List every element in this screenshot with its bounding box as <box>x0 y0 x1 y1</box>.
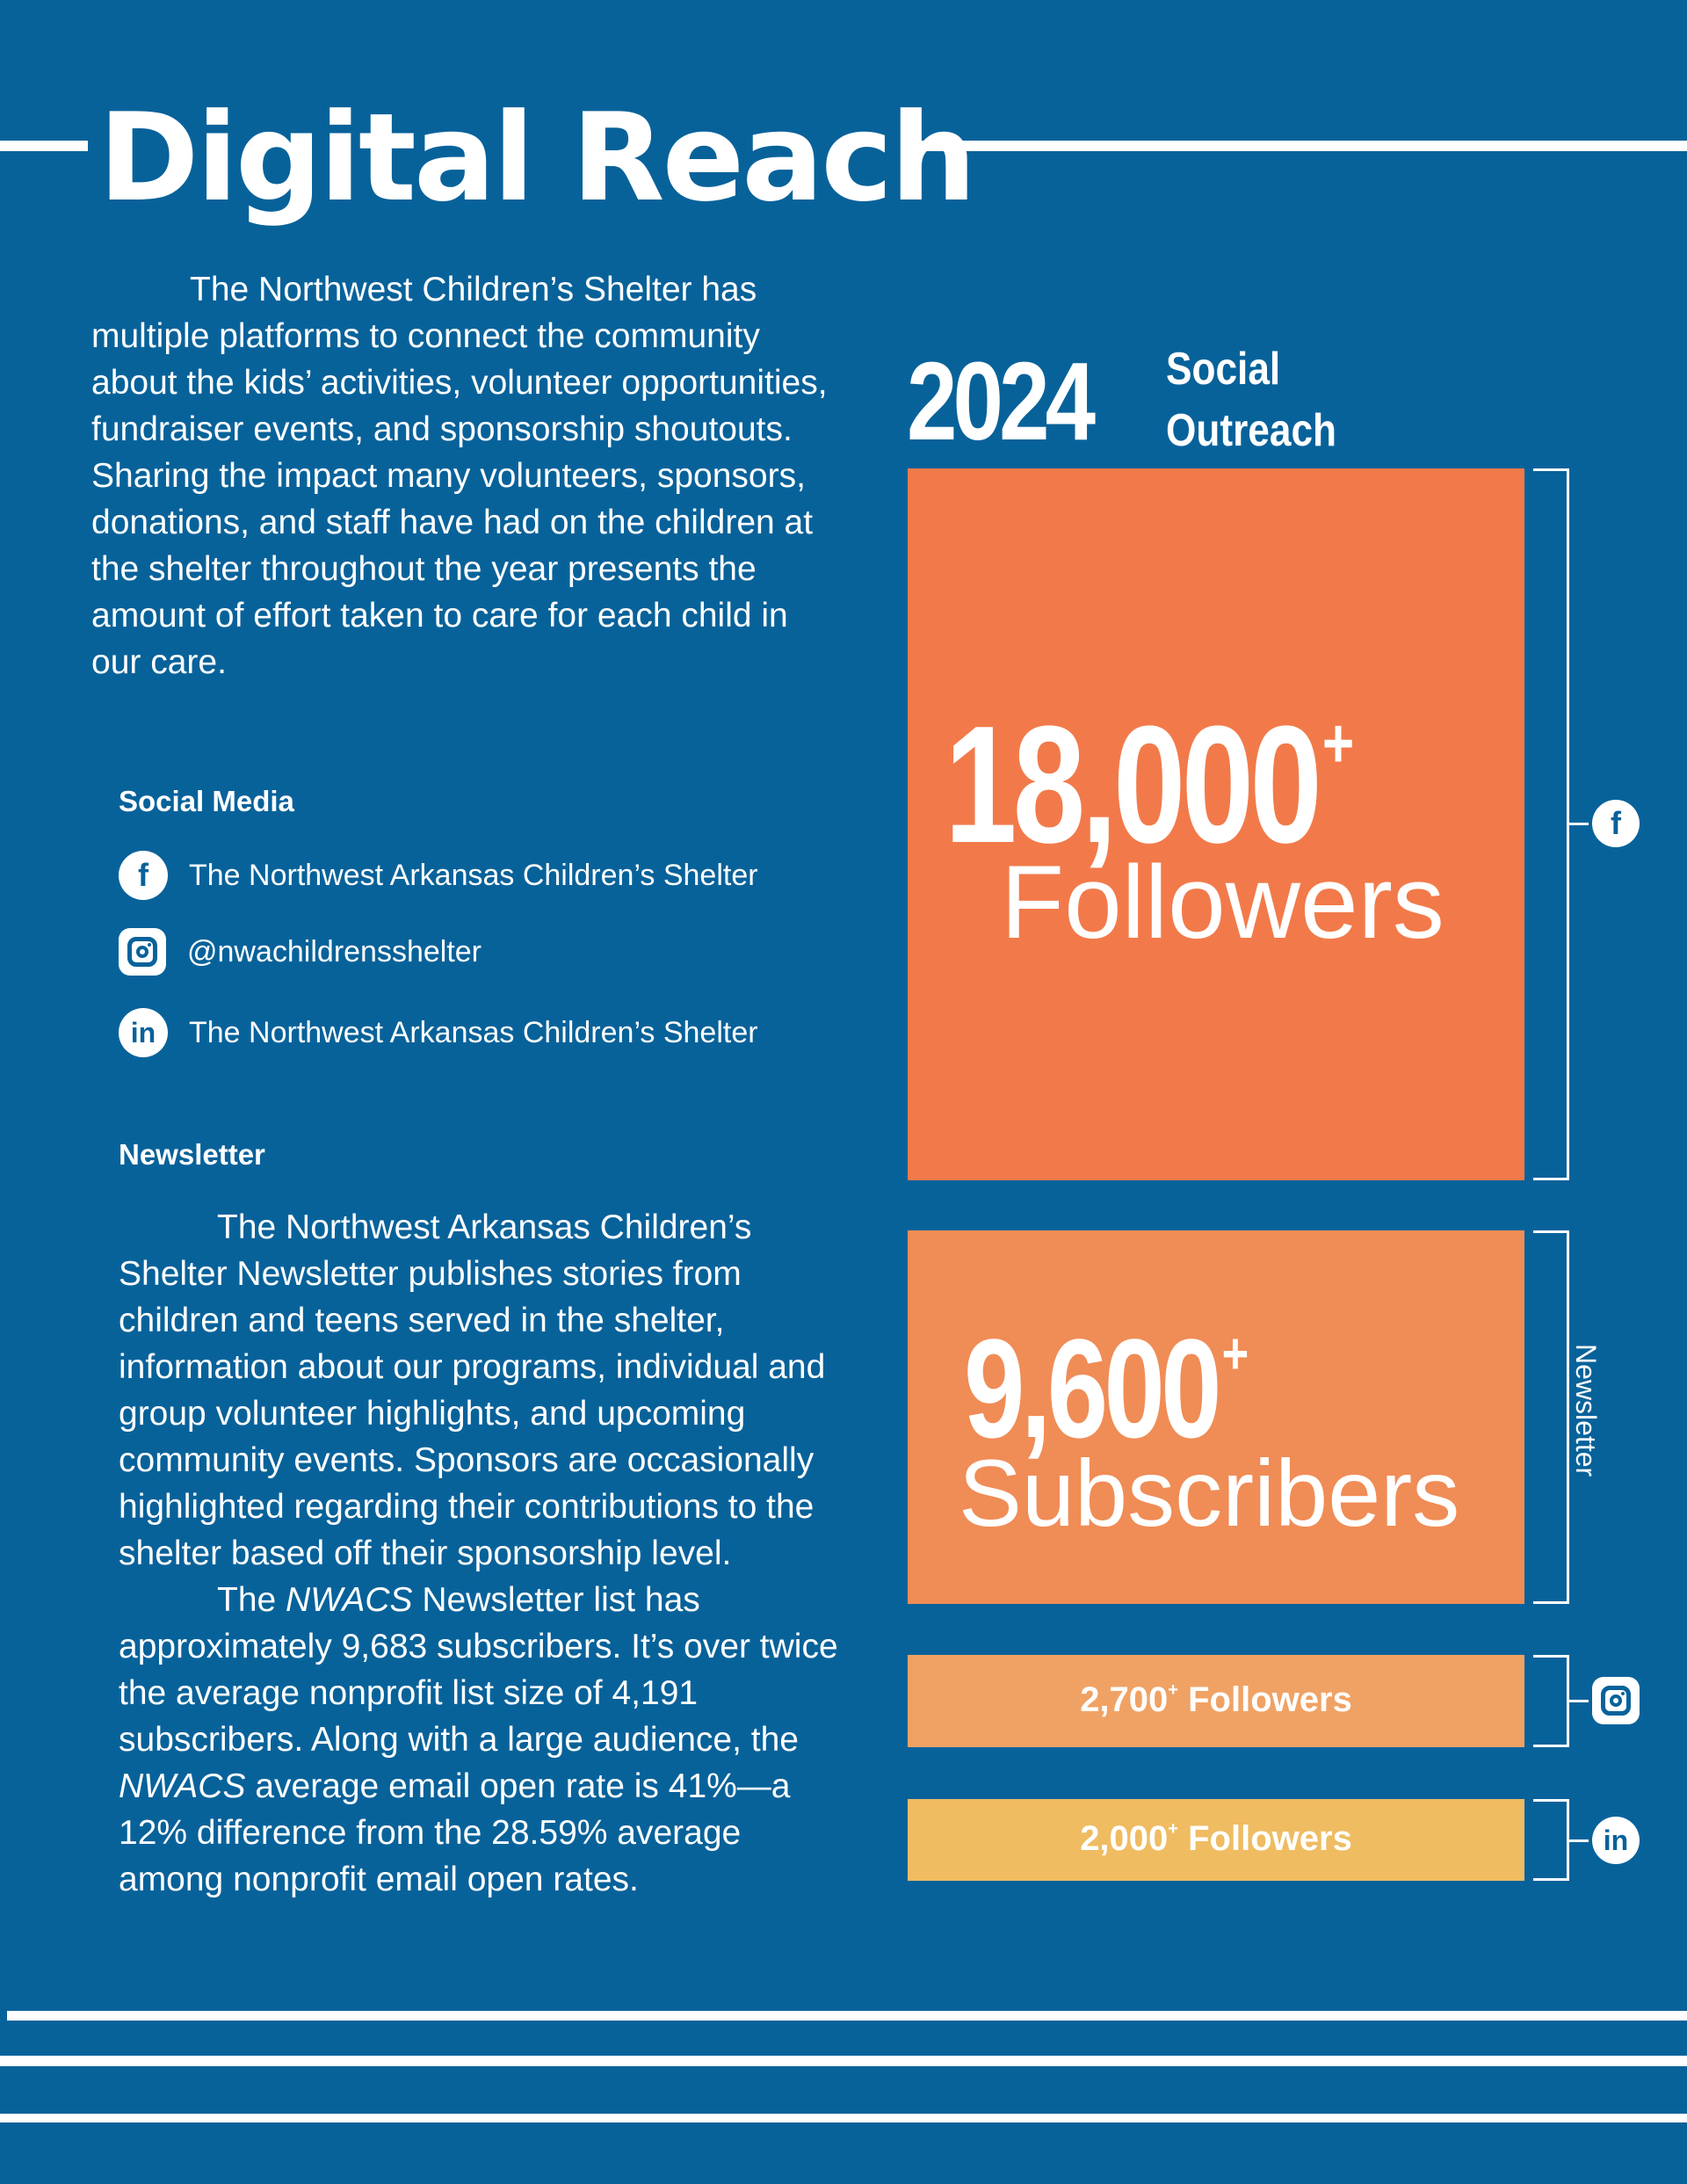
newsletter-label: Subscribers <box>959 1440 1460 1546</box>
title-rule-left <box>0 141 88 151</box>
newsletter-side-label: Newsletter <box>1570 1344 1602 1477</box>
instagram-count-label: 2,700+ Followers <box>1080 1680 1352 1719</box>
instagram-icon <box>1592 1677 1640 1724</box>
linkedin-bracket <box>1533 1799 1569 1881</box>
intro-paragraph: The Northwest Children’s Shelter has multiple platforms to connect the community about the kids’ activities, volunteer opportunities, fundraiser events, and sponsorship shoutouts. Sharing the impact many volunteers, sponsors, donations, and staff have had on the children at the shelter throughout the year presents the amount of effort taken to care for each child in our care. <box>91 271 828 681</box>
linkedin-bracket-tick <box>1569 1839 1589 1842</box>
newsletter-number: 9,600+ <box>964 1310 1245 1467</box>
linkedin-icon: in <box>119 1008 168 1057</box>
social-item-label: The Northwest Arkansas Children’s Shelter <box>189 1015 758 1049</box>
social-item-label: The Northwest Arkansas Children’s Shelter <box>189 858 758 892</box>
facebook-icon: f <box>119 851 168 900</box>
instagram-icon <box>119 928 166 976</box>
social-media-heading: Social Media <box>119 785 294 817</box>
linkedin-count-label: 2,000+ Followers <box>1080 1819 1352 1858</box>
newsletter-bar <box>908 1230 1524 1604</box>
footer-rule-2 <box>0 2056 1687 2066</box>
facebook-icon: f <box>1592 800 1640 847</box>
newsletter-bracket <box>1533 1230 1569 1604</box>
page-title: Digital Reach <box>98 87 974 229</box>
outreach-year: 2024 <box>907 339 1092 463</box>
facebook-bracket <box>1533 468 1569 1180</box>
newsletter-paragraph-2: The NWACS Newsletter list has approximately 9,683 subscribers. It’s over twice the average nonprofit list size of 4,191 subscribers. Along with a large audience, the NWACS average email open rate is 41%—a 12% difference from the 28.59% average among nonprofit email open rates. <box>119 1581 838 1898</box>
social-item-linkedin[interactable] <box>119 1008 758 1057</box>
title-rule-right <box>907 141 1687 151</box>
linkedin-icon: in <box>1592 1817 1640 1864</box>
linkedin-bar <box>908 1799 1524 1881</box>
facebook-label: Followers <box>1001 845 1444 961</box>
outreach-subtitle: Social Outreach <box>1166 344 1337 456</box>
instagram-bracket <box>1533 1655 1569 1747</box>
facebook-bar <box>908 468 1524 1180</box>
social-item-instagram[interactable] <box>119 928 481 976</box>
newsletter-heading: Newsletter <box>119 1138 265 1171</box>
social-item-facebook[interactable] <box>119 851 758 900</box>
facebook-number: 18,000+ <box>945 692 1350 878</box>
footer-rule-3 <box>0 2114 1687 2122</box>
facebook-bracket-tick <box>1569 823 1589 825</box>
newsletter-text <box>119 1204 839 1903</box>
newsletter-paragraph-1: The Northwest Arkansas Children’s Shelter Newsletter publishes stories from children and teens served in the shelter, information about our programs, individual and group volunteer highlights, and upcoming community events. Sponsors are occasionally highlighted regarding their contributions to the shelter based off their sponsorship level. <box>119 1208 826 1572</box>
footer-rule-1 <box>7 2011 1687 2021</box>
instagram-bar <box>908 1655 1524 1747</box>
instagram-bracket-tick <box>1569 1700 1589 1702</box>
social-item-label: @nwachildrensshelter <box>187 934 482 969</box>
